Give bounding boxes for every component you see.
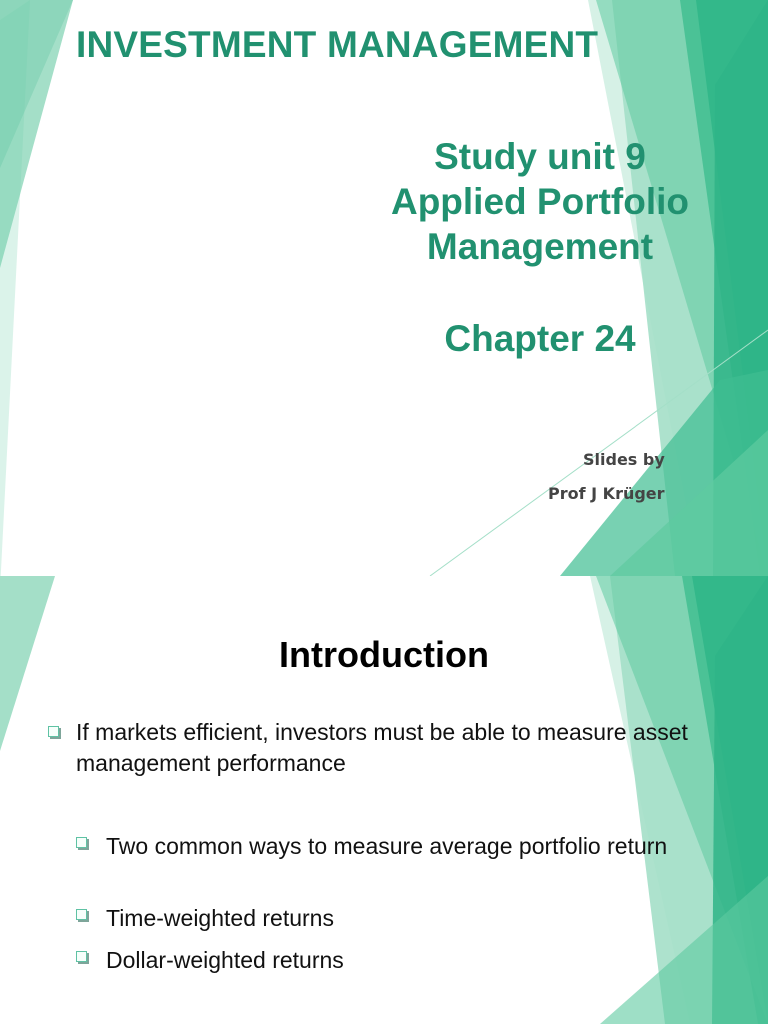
- introduction-slide: [0, 576, 768, 1024]
- presentation-title: INVESTMENT MANAGEMENT: [76, 24, 599, 65]
- chapter-label: Chapter 24: [444, 318, 636, 359]
- square-bullet-icon: [76, 951, 87, 962]
- list-item: [76, 717, 716, 779]
- list-item-text: If markets efficient, investors must be able to measure asset management performance: [76, 719, 688, 776]
- list-item: [106, 831, 676, 862]
- square-bullet-icon: [76, 837, 87, 848]
- byline-slides-by: Slides by: [583, 450, 665, 469]
- list-item-text: Two common ways to measure average portfolio return: [106, 833, 668, 859]
- list-item: [106, 945, 676, 976]
- byline-author: Prof J Krüger: [548, 484, 665, 503]
- list-item-text: Time-weighted returns: [106, 905, 334, 931]
- subtitle-text: Study unit 9 Applied Portfolio Management: [390, 136, 690, 267]
- left-sliver: [0, 0, 30, 576]
- square-bullet-icon: [76, 909, 87, 920]
- list-item-text: Dollar-weighted returns: [106, 947, 344, 973]
- slide-title: Introduction: [279, 634, 489, 675]
- list-item: [106, 903, 676, 934]
- study-unit-subtitle: [360, 134, 720, 269]
- square-bullet-icon: [48, 726, 59, 737]
